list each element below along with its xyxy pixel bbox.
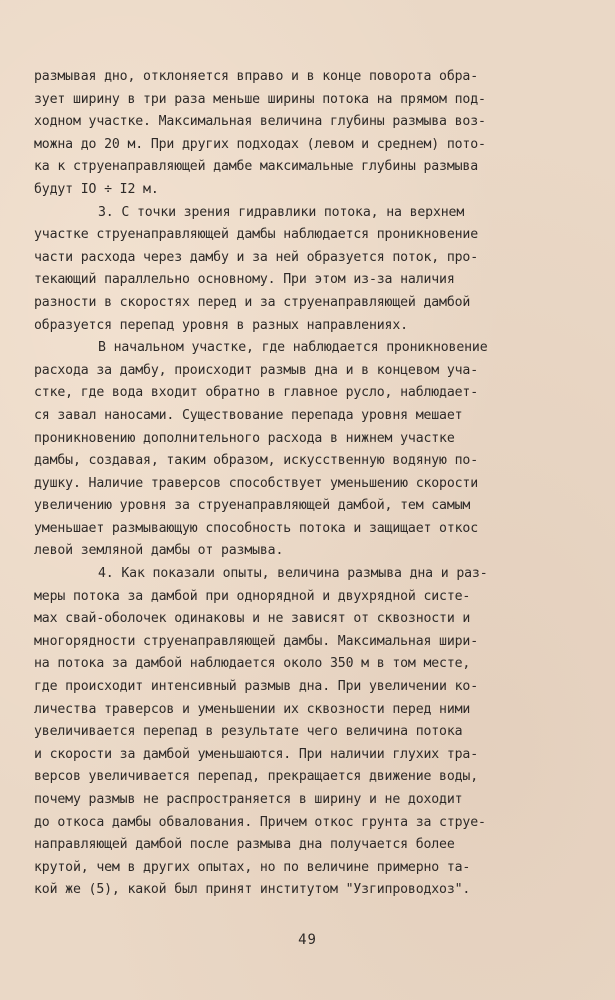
text-line: 4. Как показали опыты, величина размыва дна и раз- xyxy=(98,566,488,582)
text-line: проникновению дополнительного расхода в нижнем участке xyxy=(34,430,455,446)
text-line: почему размыв не распространяется в ширину и не доходит xyxy=(34,792,463,807)
text-line: крутой, чем в других опытах, но по величине примерно та- xyxy=(34,859,471,875)
text-line: части расхода через дамбу и за ней образуется поток, про- xyxy=(34,249,479,265)
text-line: зует ширину в три раза меньше ширины потока на прямом под- xyxy=(34,91,486,107)
text-line: будут IO ÷ I2 м. xyxy=(34,181,159,197)
text-line: кой же (5), какой был принят институтом "Узгипроводхоз". xyxy=(34,882,471,898)
text-line: меры потока за дамбой при однорядной и двухрядной систе- xyxy=(34,588,471,604)
text-line: левой земляной дамбы от размыва. xyxy=(34,543,284,559)
text-line: на потока за дамбой наблюдается около 350 м в том месте, xyxy=(34,656,471,672)
text-line: разности в скоростях перед и за струенаправляющей дамбой xyxy=(34,294,471,310)
text-line: размывая дно, отклоняется вправо и в конце поворота обра- xyxy=(34,69,479,84)
page-number: 49 xyxy=(298,932,317,948)
text-line: расхода за дамбу, происходит размыв дна и в концевом уча- xyxy=(34,362,479,378)
text-line: душку. Наличие траверсов способствует уменьшению скорости xyxy=(34,475,479,491)
text-line: направляющей дамбой после размыва дна получается более xyxy=(34,837,455,853)
text-line: ходном участке. Максимальная величина глубины размыва воз- xyxy=(34,114,486,130)
text-line: личества траверсов и уменьшении их сквозности перед ними xyxy=(34,701,471,717)
body-text xyxy=(34,66,594,902)
text-line: 3. С точки зрения гидравлики потока, на верхнем xyxy=(98,204,465,220)
text-line: до откоса дамбы обвалования. Причем откос грунта за струе- xyxy=(34,814,486,830)
text-line: стке, где вода входит обратно в главное русло, наблюдает- xyxy=(34,385,479,401)
text-line: и скорости за дамбой уменьшаются. При наличии глухих тра- xyxy=(34,746,479,762)
text-line: уменьшает размывающую способность потока и защищает откос xyxy=(34,520,479,536)
text-line: дамбы, создавая, таким образом, искусственную водяную по- xyxy=(34,453,479,469)
text-line: ся завал наносами. Существование перепада уровня мешает xyxy=(34,407,463,423)
text-line: многорядности струенаправляющей дамбы. Максимальная шири- xyxy=(34,633,479,649)
text-line: где происходит интенсивный размыв дна. При увеличении ко- xyxy=(34,679,479,695)
text-line: версов увеличивается перепад, прекращается движение воды, xyxy=(34,769,479,785)
text-line: можна до 20 м. При других подходах (левом и среднем) пото- xyxy=(34,136,486,152)
text-line: ка к струенаправляющей дамбе максимальные глубины размыва xyxy=(34,159,479,175)
text-line: образуется перепад уровня в разных направлениях. xyxy=(34,317,408,333)
text-line: увеличению уровня за струенаправляющей дамбой, тем самым xyxy=(34,498,471,514)
text-line: В начальном участке, где наблюдается проникновение xyxy=(98,340,488,356)
text-line: участке струенаправляющей дамбы наблюдается проникновение xyxy=(34,227,479,243)
text-line: мах свай-оболочек одинаковы и не зависят от сквозности и xyxy=(34,611,471,627)
text-line: увеличивается перепад в результате чего величина потока xyxy=(34,724,463,740)
text-line: текающий параллельно основному. При этом из-за наличия xyxy=(34,272,455,288)
